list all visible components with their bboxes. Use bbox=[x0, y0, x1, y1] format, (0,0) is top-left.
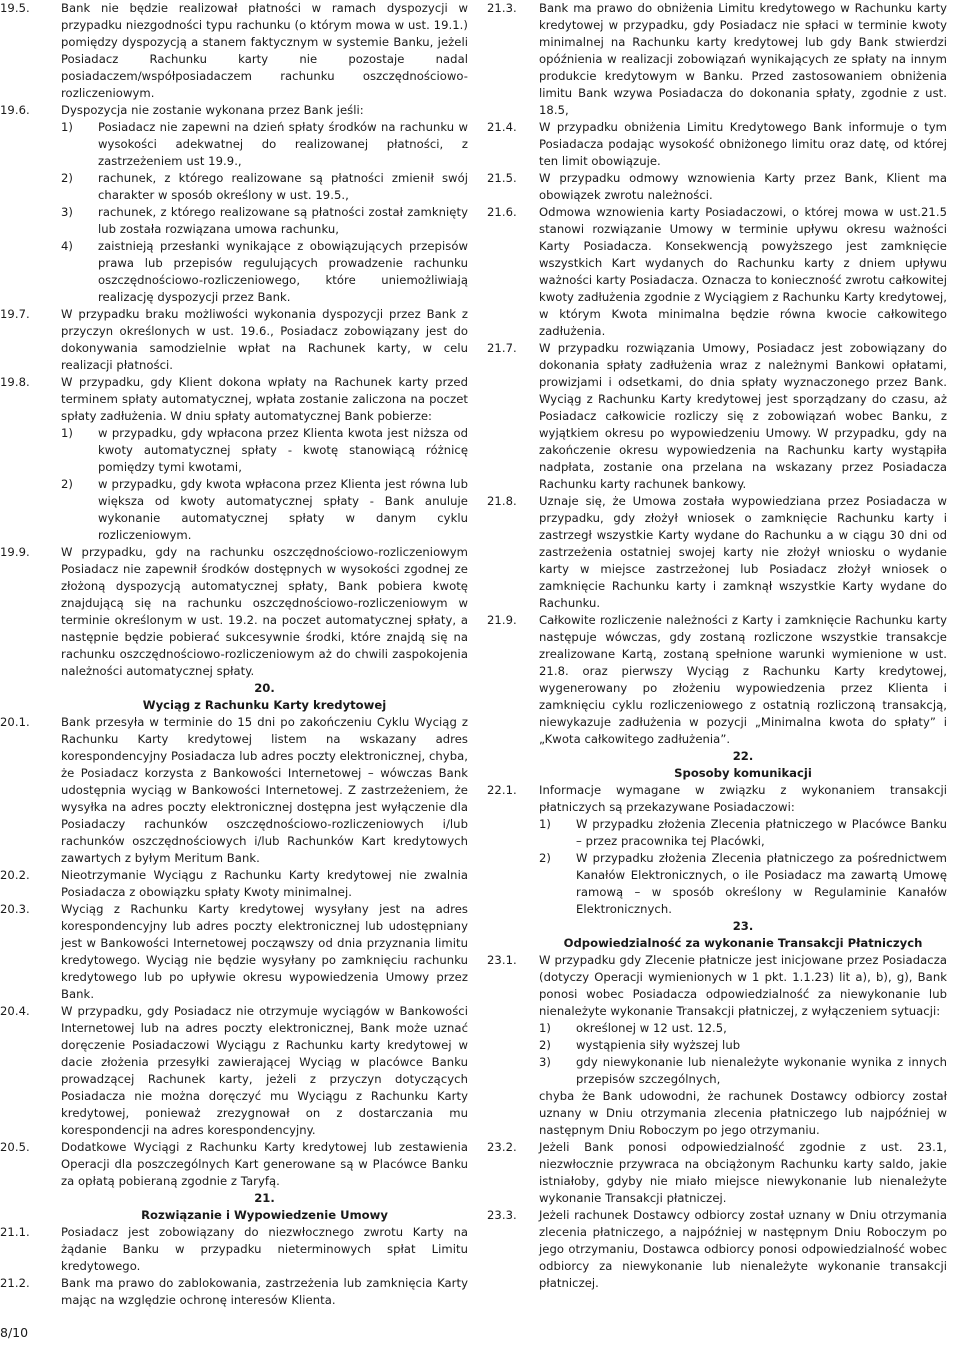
paragraph-text: Informacje wymagane w związku z wykonaniem transakcji płatniczych są przekazywane Posiadaczowi: bbox=[539, 783, 947, 814]
list-item-text: Posiadacz nie zapewni na dzień spłaty środków na rachunku w wysokości adekwatnej do realizowanej płatności, z zastrzeżeniem ust 19.9., bbox=[98, 120, 468, 168]
paragraph-continuation bbox=[487, 1088, 947, 1139]
list-item-number: 1) bbox=[539, 817, 551, 831]
paragraph-number: 20.4. bbox=[0, 1004, 30, 1018]
right-column bbox=[487, 0, 947, 1292]
list-item-text: w przypadku, gdy kwota wpłacona przez Klienta jest równa lub większa od kwoty automatycznej spłaty - Bank anuluje wykonanie automatycznej spłaty w danym cyklu rozliczeniowym. bbox=[98, 477, 468, 542]
list-item-text: w przypadku, gdy wpłacona przez Klienta kwota jest niższa od kwoty automatycznej spłaty - kwotę stanowiącą różnicę pomiędzy tymi kwotami, bbox=[98, 426, 468, 474]
paragraph-text: W przypadku obniżenia Limitu Kredytowego Bank informuje o tym Posiadacza podając wysokość obniżonego limitu oraz datę, od której ten limit obowiązuje. bbox=[539, 120, 947, 168]
paragraph-number: 20.3. bbox=[0, 902, 30, 916]
list-item-text: rachunek, z którego realizowane są płatności został zamknięty lub została rozwiązana umowa rachunku, bbox=[98, 205, 468, 236]
paragraph-text: Całkowite rozliczenie należności z Karty i zamknięcie Rachunku karty następuje wówczas, gdy zostaną rozliczone wszystkie transakcje zrealizowane Kartą, zostaną spełnione warunki wymienione w ust. 21.8. oraz pierwszy Wyciąg z Rachunku Karty kredytowej, wygenerowany po złożeniu wypowiedzenia przez Klienta i zamknięciu cyklu rozliczeniowego z ostatnią rozliczoną transakcją, niewykazuje zadłużenia w pozycji „Minimalna kwota do spłaty” i „Kwota całkowitego zadłużenia”. bbox=[539, 613, 947, 746]
list-item-body bbox=[539, 1054, 947, 1088]
paragraph bbox=[487, 782, 947, 816]
paragraph-number: 19.8. bbox=[0, 375, 30, 389]
paragraph-number: 22.1. bbox=[487, 783, 517, 797]
paragraph bbox=[487, 493, 947, 612]
paragraph bbox=[0, 1139, 468, 1190]
paragraph-number: 20.2. bbox=[0, 868, 30, 882]
list-item-body bbox=[61, 170, 468, 204]
paragraph-text: W przypadku rozwiązania Umowy, Posiadacz jest zobowiązany do dokonania spłaty zadłużenia wraz z należnymi Bankowi opłatami, prowizjami i odsetkami, do dnia spłaty wyznaczonego przez Bank. Wyciąg z Rachunku Karty kredytowej jest sporządzany do czasu, aż Posiadacz całkowicie rozliczy się z zobowiązań wobec Banku, z wyjątkiem okresu po wypowiedzeniu Umowy. W przypadku, gdy na zakończenie okresu wypowiedzenia na Rachunku karty wystąpiła nadpłata, zostanie ona przelana na wskazany przez Posiadacza Rachunku karty rachunek bankowy. bbox=[539, 341, 947, 491]
paragraph bbox=[487, 204, 947, 340]
paragraph bbox=[0, 102, 468, 119]
list-item bbox=[0, 204, 468, 238]
paragraph-text: Jeżeli rachunek Dostawcy odbiorcy został uznany w Dniu otrzymania zlecenia płatniczego, a najpóźniej w następnym Dniu Roboczym po jego otrzymaniu, Dostawca odbiorcy ponosi odpowiedzialność wobec odbiorcy za niewykonanie lub nienależyte wykonanie transakcji płatniczej. bbox=[539, 1208, 947, 1290]
list-item-body bbox=[539, 1020, 947, 1037]
paragraph-text: W przypadku gdy Zlecenie płatnicze jest inicjowane przez Posiadacza (dotyczy Operacji wymienionych w 1 pkt. 1.1.23) lit a), b), g), Bank ponosi wobec Posiadacza odpowiedzialność za niewykonanie lub nienależyte wykonanie Transakcji płatniczej, z wyłączeniem sytuacji: bbox=[539, 953, 947, 1018]
list-item bbox=[0, 119, 468, 170]
list-item-body bbox=[539, 1037, 947, 1054]
paragraph bbox=[487, 119, 947, 170]
paragraph-number: 21.3. bbox=[487, 1, 517, 15]
paragraph-text: W przypadku odmowy wznowienia Karty przez Bank, Klient ma obowiązek zwrotu należności. bbox=[539, 171, 947, 202]
list-item-text: W przypadku złożenia Zlecenia płatniczego za pośrednictwem Kanałów Elektronicznych, o ile Posiadacz ma zawartą Umowę ramową – w sposób określony w Regulaminie Kanałów Elektronicznych. bbox=[576, 851, 947, 916]
paragraph-number: 21.1. bbox=[0, 1225, 30, 1239]
paragraph bbox=[0, 374, 468, 425]
list-item-body bbox=[61, 204, 468, 238]
paragraph-text: Dyspozycja nie zostanie wykonana przez Bank jeśli: bbox=[61, 103, 364, 117]
paragraph-number: 23.2. bbox=[487, 1140, 517, 1154]
paragraph-number: 21.5. bbox=[487, 171, 517, 185]
list-item-number: 4) bbox=[61, 239, 73, 253]
paragraph-number: 23.1. bbox=[487, 953, 517, 967]
paragraph bbox=[0, 1003, 468, 1139]
section-heading: 22. bbox=[732, 749, 754, 763]
paragraph-text: chyba że Bank udowodni, że rachunek Dostawcy odbiorcy został uznany w Dniu otrzymania zlecenia płatniczego lub najpóźniej w następnym Dniu Roboczym po jego otrzymaniu. bbox=[539, 1089, 947, 1137]
list-item-text: rachunek, z którego realizowane są płatności zmienił swój charakter w sposób określony w ust. 19.5., bbox=[98, 171, 468, 202]
list-item-number: 2) bbox=[61, 477, 73, 491]
paragraph-text: Bank nie będzie realizował płatności w ramach dyspozycji w przypadku niezgodności typu rachunku (o którym mowa w ust. 19.1.) pomiędzy dyspozycją a stanem faktycznym w systemie Banku, jeżeli Posiadacz Rachunku karty nie pozostaje nadal posiadaczem/współposiadaczem rachunku oszczędnościowo-rozliczeniowym. bbox=[61, 1, 468, 100]
paragraph-text: W przypadku, gdy Klient dokona wpłaty na Rachunek karty przed terminem spłaty automatycznej, wpłata zostanie zaliczona na poczet spłaty zadłużenia. W dniu spłaty automatycznej Bank pobierze: bbox=[61, 375, 468, 423]
paragraph-text: Wyciąg z Rachunku Karty kredytowej wysyłany jest na adres korespondencyjny lub adres poczty elektronicznej lub udostępniany jest w Bankowości Internetowej począwszy od dnia przyznania limitu kredytowego. Wyciąg nie będzie wysyłany po zamknięciu rachunku kredytowego lub po upływie okresu wypowiedzenia Umowy przez Bank. bbox=[61, 902, 468, 1001]
paragraph bbox=[487, 952, 947, 1020]
paragraph bbox=[0, 0, 468, 102]
list-item bbox=[487, 1037, 947, 1054]
list-item-number: 2) bbox=[61, 171, 73, 185]
paragraph bbox=[0, 544, 468, 680]
paragraph-number: 19.9. bbox=[0, 545, 30, 559]
list-item-body bbox=[539, 850, 947, 918]
paragraph-text: Posiadacz jest zobowiązany do niezwłocznego zwrotu Karty na żądanie Banku w przypadku nieterminowych spłat Limitu kredytowego. bbox=[61, 1225, 468, 1273]
list-item bbox=[487, 816, 947, 850]
paragraph bbox=[0, 1224, 468, 1275]
paragraph-number: 21.8. bbox=[487, 494, 517, 508]
list-item bbox=[487, 1054, 947, 1088]
paragraph-number: 21.7. bbox=[487, 341, 517, 355]
section-heading: 23. bbox=[732, 919, 754, 933]
list-item-number: 3) bbox=[61, 205, 73, 219]
paragraph-number: 19.6. bbox=[0, 103, 30, 117]
paragraph-number: 21.6. bbox=[487, 205, 517, 219]
paragraph-text: Odmowa wznowienia karty Posiadaczowi, o której mowa w ust.21.5 stanowi rozwiązanie Umowy w terminie upływu okresu ważności Karty Posiadacza. Konsekwencją powyższego jest zamknięcie wszystkich Kart wydanych do Rachunku karty z dniem upływu ważności karty Posiadacza. Oznacza to konieczność zwrotu całkowitej kwoty zadłużenia zgodnie z Wyciągiem z Rachunku Karty kredytowej, w którym Kwota minimalna będzie równa kwocie całkowitego zadłużenia. bbox=[539, 205, 947, 338]
paragraph bbox=[0, 867, 468, 901]
paragraph-number: 20.5. bbox=[0, 1140, 30, 1154]
section-heading: 21. bbox=[254, 1191, 275, 1205]
paragraph-number: 19.5. bbox=[0, 1, 30, 15]
paragraph bbox=[0, 901, 468, 1003]
left-column bbox=[0, 0, 468, 1309]
list-item-number: 1) bbox=[61, 426, 73, 440]
section-heading: 20. bbox=[254, 681, 275, 695]
list-item bbox=[0, 238, 468, 306]
list-item-text: W przypadku złożenia Zlecenia płatniczego w Placówce Banku – przez pracownika tej Placówki, bbox=[576, 817, 947, 848]
list-item-body bbox=[61, 425, 468, 476]
paragraph-text: Uznaje się, że Umowa została wypowiedziana przez Posiadacza w przypadku, gdy złożył wniosek o zamknięcie Rachunku karty i zastrzegł wszystkie Karty wydane do Rachunku a w ciągu 30 dni od zastrzeżenia ostatniej swojej karty nie złożył wniosku o wydanie karty w miejsce zastrzeżonej lub Posiadacz złożył wniosek o zamknięcie Rachunku karty i zamknął wszystkie Karty wydane do Rachunku. bbox=[539, 494, 947, 610]
list-item-number: 1) bbox=[61, 120, 73, 134]
paragraph bbox=[487, 340, 947, 493]
list-item-body bbox=[61, 119, 468, 170]
paragraph-text: Bank przesyła w terminie do 15 dni po zakończeniu Cyklu Wyciąg z Rachunku Karty kredytowej listem na wskazany adres korespondencyjny Posiadacza lub adres poczty elektronicznej, chyba, że Posiadacz korzysta z Bankowości Internetowej – wówczas Bank udostępnia wyciąg w Bankowości Internetowej. Z zastrzeżeniem, że wysyłka na adres poczty elektronicznej dostępna jest wyłączenie dla Posiadaczy rachunków oszczędnościowo-rozliczeniowych i/lub rachunków oszczędnościowych i/lub Rachunków Kart kredytowych zawartych z byłym Meritum Bank. bbox=[61, 715, 468, 865]
list-item bbox=[487, 850, 947, 918]
paragraph-number: 20.1. bbox=[0, 715, 30, 729]
paragraph-text: Dodatkowe Wyciągi z Rachunku Karty kredytowej lub zestawienia Operacji dla poszczególnych Kart generowane są w Placówce Banku za opłatą pobieraną zgodnie z Taryfą. bbox=[61, 1140, 468, 1188]
paragraph bbox=[487, 0, 947, 119]
paragraph bbox=[0, 306, 468, 374]
paragraph-text: Nieotrzymanie Wyciągu z Rachunku Karty kredytowej nie zwalnia Posiadacza z obowiązku spłaty Kwoty minimalnej. bbox=[61, 868, 468, 899]
paragraph bbox=[487, 1139, 947, 1207]
list-item bbox=[0, 425, 468, 476]
paragraph-text: Bank ma prawo do zablokowania, zastrzeżenia lub zamknięcia Karty mając na względzie ochronę interesów Klienta. bbox=[61, 1276, 468, 1307]
paragraph bbox=[487, 612, 947, 748]
paragraph-number: 21.2. bbox=[0, 1276, 30, 1290]
paragraph bbox=[487, 1207, 947, 1292]
section-heading: Wyciąg z Rachunku Karty kredytowej bbox=[142, 698, 387, 712]
paragraph bbox=[0, 1275, 468, 1309]
list-item-body bbox=[539, 816, 947, 850]
list-item-body bbox=[61, 476, 468, 544]
paragraph-text: Bank ma prawo do obniżenia Limitu kredytowego w Rachunku karty kredytowej w przypadku, gdy Posiadacz nie spłaci w terminie kwoty minimalnej na Rachunku karty kredytowej lub gdy Bank stwierdzi opóźnienia w realizacji zobowiązań wynikających ze spłaty na innym produkcie kredytowym w Banku. Przed zastosowaniem obniżenia limitu Bank wzywa Posiadacza do dokonania spłaty, zgodnie z ust. 18.5, bbox=[539, 1, 947, 117]
list-item-text: wystąpienia siły wyższej lub bbox=[576, 1038, 741, 1052]
paragraph-number: 21.9. bbox=[487, 613, 517, 627]
list-item-number: 2) bbox=[539, 1038, 551, 1052]
list-item-number: 3) bbox=[539, 1055, 551, 1069]
paragraph-number: 23.3. bbox=[487, 1208, 517, 1222]
list-item-text: określonej w 12 ust. 12.5, bbox=[576, 1021, 727, 1035]
list-item-number: 2) bbox=[539, 851, 551, 865]
list-item-number: 1) bbox=[539, 1021, 551, 1035]
paragraph-text: Jeżeli Bank ponosi odpowiedzialność zgodnie z ust. 23.1, niezwłocznie przywraca na obciążonym Rachunku karty saldo, jakie istniałoby, gdyby nie miało miejsce niewykonanie lub nienależyte wykonanie Transakcji płatniczej. bbox=[539, 1140, 947, 1205]
paragraph-text: W przypadku, gdy na rachunku oszczędnościowo-rozliczeniowym Posiadacz nie zapewnił środków dostępnych w wysokości zgodnej ze złożoną dyspozycją automatycznej spłaty, Bank pobiera kwotę znajdującą się na rachunku oszczędnościowo-rozliczeniowym w terminie określonym w ust. 19.2. na poczet automatycznej spłaty, a następnie będzie pobierać sukcesywnie środki, które znajdą się na rachunku oszczędnościowo-rozliczeniowym aż do chwili zaspokojenia należności automatycznej spłaty. bbox=[61, 545, 468, 678]
paragraph bbox=[0, 714, 468, 867]
list-item bbox=[0, 476, 468, 544]
list-item-text: zaistnieją przesłanki wynikające z obowiązujących przepisów prawa lub przepisów regulujących prowadzenie rachunku oszczędnościowo-rozliczeniowego, które uniemożliwiają realizację dyspozycji przez Bank. bbox=[98, 239, 468, 304]
list-item bbox=[487, 1020, 947, 1037]
list-item-text: gdy niewykonanie lub nienależyte wykonanie wynika z innych przepisów szczególnych, bbox=[576, 1055, 947, 1086]
page-number: 8/10 bbox=[0, 1325, 29, 1340]
paragraph-text: W przypadku braku możliwości wykonania dyspozycji przez Bank z przyczyn określonych w ust. 19.6., Posiadacz zobowiązany jest do dokonywania samodzielnie wpłat na Rachunek karty, w celu realizacji płatności. bbox=[61, 307, 468, 372]
list-item bbox=[0, 170, 468, 204]
paragraph bbox=[487, 170, 947, 204]
section-heading: Sposoby komunikacji bbox=[674, 766, 812, 780]
list-item-body bbox=[61, 238, 468, 306]
section-heading: Odpowiedzialność za wykonanie Transakcji Płatniczych bbox=[563, 936, 923, 950]
paragraph-number: 19.7. bbox=[0, 307, 30, 321]
section-heading: Rozwiązanie i Wypowiedzenie Umowy bbox=[141, 1208, 388, 1222]
paragraph-text: W przypadku, gdy Posiadacz nie otrzymuje wyciągów w Bankowości Internetowej lub na adres poczty elektronicznej, Bank może uznać doręczenie Posiadaczowi Wyciągu z Rachunku karty kredytowej w dacie złożenia przesyłki zawierającej Wyciąg w placówce Banku prowadzącej Rachunek karty, jeżeli z przyczyn dotyczących Posiadacza nie można doręczyć mu Wyciągu z Rachunku Karty kredytowej, ponieważ zrezygnował on z dostarczania mu korespondencji na adres korespondencyjny. bbox=[61, 1004, 468, 1137]
paragraph-number: 21.4. bbox=[487, 120, 517, 134]
